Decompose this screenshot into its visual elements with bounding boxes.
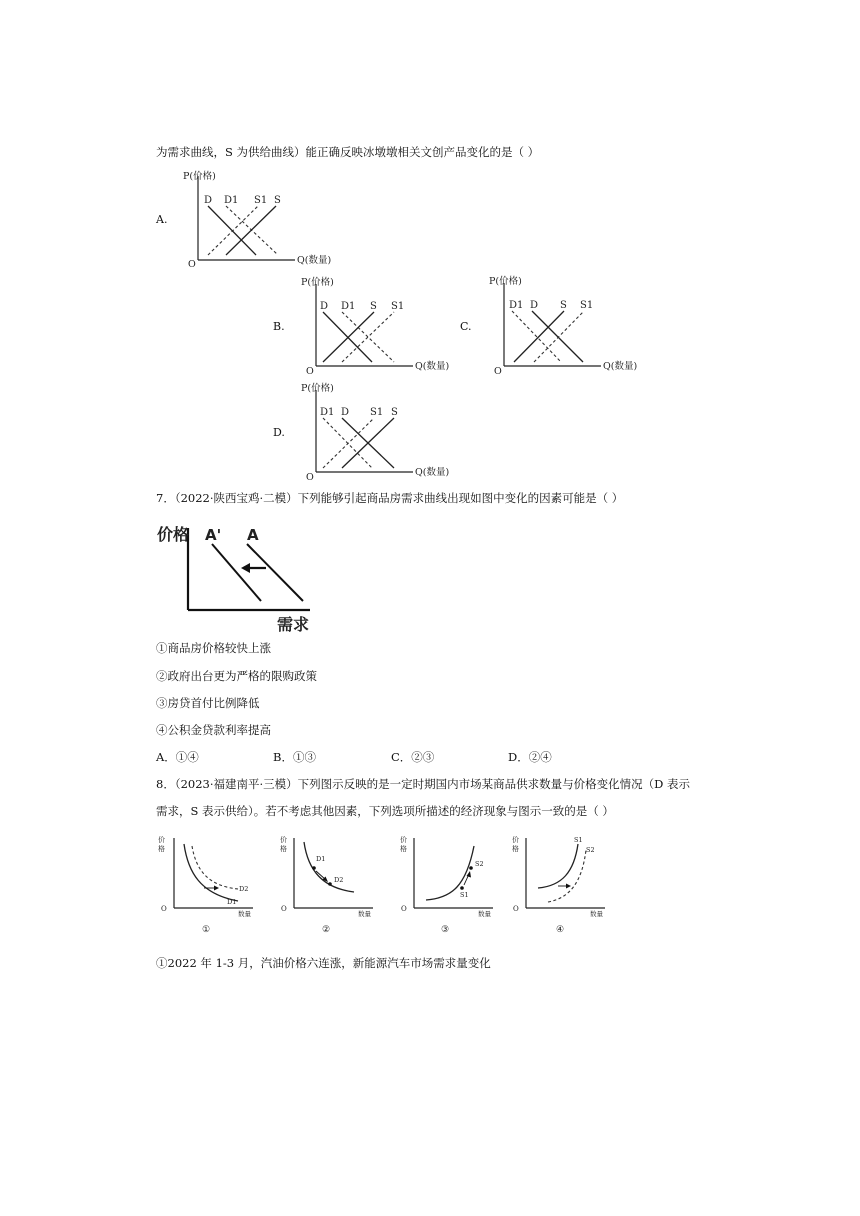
label-s1: S1 xyxy=(391,301,405,312)
label-d: D xyxy=(204,195,213,206)
q6-stem: 为需求曲线，S 为供给曲线）能正确反映冰墩墩相关文创产品变化的是（ ） xyxy=(156,145,540,159)
p-axis-label: P(价格) xyxy=(301,277,334,288)
point-d1 xyxy=(312,866,316,870)
curve-a xyxy=(247,544,303,601)
y-axis-label: 价格 xyxy=(157,525,190,544)
label-d1: D1 xyxy=(509,300,524,311)
label-s1: S1 xyxy=(254,195,268,206)
label-s2: S2 xyxy=(586,846,595,854)
curve-s1 xyxy=(323,418,374,468)
q6-option-d-letter[interactable]: D. xyxy=(273,426,285,439)
q6-graph-c xyxy=(484,273,654,377)
curve-s2 xyxy=(548,850,586,902)
label-s: S xyxy=(274,195,281,206)
q6-graph-d xyxy=(298,382,468,482)
p-axis-label: P(价格) xyxy=(489,276,522,287)
graph-number: ① xyxy=(202,925,211,935)
q7-stem: 7．（2022·陕西宝鸡·二模）下列能够引起商品房需求曲线出现如图中变化的因素可能是（ ） xyxy=(156,491,624,505)
label-d1: D1 xyxy=(341,301,356,312)
label-d1: D1 xyxy=(224,195,239,206)
q-axis-label: Q(数量) xyxy=(415,361,450,372)
label-s1: S1 xyxy=(460,891,469,899)
y-axis-label-top: 价 xyxy=(158,836,165,844)
curve-s1 xyxy=(538,844,578,888)
label-d: D xyxy=(530,300,539,311)
q6-graph-a xyxy=(180,168,350,268)
q6-option-b-letter[interactable]: B. xyxy=(273,320,285,333)
label-s2: S2 xyxy=(475,860,484,868)
label-d1: D1 xyxy=(316,855,326,863)
q7-choice-b[interactable]: B．①③ xyxy=(273,750,316,764)
curve-d1 xyxy=(184,844,238,901)
x-axis-label: 数量 xyxy=(358,910,371,918)
label-s1: S1 xyxy=(370,407,384,418)
p-axis-label: P(价格) xyxy=(301,383,334,394)
x-axis-label: 数量 xyxy=(590,910,603,918)
up-right-arrow-icon xyxy=(467,871,472,878)
x-axis-label: 需求 xyxy=(277,615,310,634)
right-arrow-icon xyxy=(214,886,219,891)
y-axis-label-top: 价 xyxy=(280,836,287,844)
origin-label: O xyxy=(161,905,167,913)
p-axis-label: P(价格) xyxy=(183,171,216,182)
curve-d1 xyxy=(323,418,372,468)
q7-choice-c[interactable]: C．②③ xyxy=(391,750,435,764)
left-arrow-icon xyxy=(241,563,250,573)
label-d: D xyxy=(320,301,329,312)
x-axis-label: 数量 xyxy=(238,910,251,918)
curve-d xyxy=(208,206,256,255)
y-axis-label-bottom: 格 xyxy=(400,845,407,853)
q8-graph-1 xyxy=(158,832,268,937)
label-d1: D1 xyxy=(320,407,335,418)
q7-item-4: ④公积金贷款利率提高 xyxy=(156,723,271,737)
q-axis-label: Q(数量) xyxy=(415,467,450,478)
graph-number: ④ xyxy=(556,925,565,935)
origin-label: O xyxy=(494,366,502,377)
q8-stem-line1: 8．（2023·福建南平·三模）下列图示反映的是一定时期国内市场某商品供求数量与价格变化情况（D 表示 xyxy=(156,777,691,791)
q6-option-a-letter[interactable]: A. xyxy=(156,213,168,226)
q8-graph-2 xyxy=(280,832,390,937)
graph-number: ③ xyxy=(441,925,450,935)
label-d2: D2 xyxy=(239,885,249,893)
origin-label: O xyxy=(306,366,314,377)
label-s1: S1 xyxy=(574,836,583,844)
curve-a-prime xyxy=(212,544,261,601)
q7-item-2: ②政府出台更为严格的限购政策 xyxy=(156,669,317,683)
q7-choice-d[interactable]: D．②④ xyxy=(508,750,552,764)
graph-number: ② xyxy=(322,925,331,935)
point-s1 xyxy=(460,886,464,890)
q7-item-1: ①商品房价格较快上涨 xyxy=(156,641,271,655)
x-axis-label: 数量 xyxy=(478,910,491,918)
origin-label: O xyxy=(306,472,314,483)
label-a: A xyxy=(247,526,259,544)
label-d1: D1 xyxy=(227,898,237,906)
label-d: D xyxy=(341,407,350,418)
label-s: S xyxy=(391,407,398,418)
y-axis-label-bottom: 格 xyxy=(158,845,165,853)
label-s: S xyxy=(560,300,567,311)
origin-label: O xyxy=(281,905,287,913)
q6-graph-b xyxy=(298,276,468,376)
q8-graph-4 xyxy=(512,832,622,937)
q-axis-label: Q(数量) xyxy=(603,361,638,372)
point-d2 xyxy=(328,882,332,886)
q7-choice-a[interactable]: A．①④ xyxy=(156,750,199,764)
q8-graph-3 xyxy=(400,832,510,937)
y-axis-label-bottom: 格 xyxy=(512,845,519,853)
y-axis-label-top: 价 xyxy=(400,836,407,844)
origin-label: O xyxy=(401,905,407,913)
origin-label: O xyxy=(513,905,519,913)
curve-s1 xyxy=(534,311,584,362)
y-axis-label-bottom: 格 xyxy=(280,845,287,853)
origin-label: O xyxy=(188,259,196,270)
q8-item-1: ①2022 年 1-3 月，汽油价格六连涨，新能源汽车市场需求量变化 xyxy=(156,956,491,970)
y-axis-label-top: 价 xyxy=(512,836,519,844)
label-s: S xyxy=(370,301,377,312)
label-s1: S1 xyxy=(580,300,594,311)
label-a-prime: A' xyxy=(205,526,222,544)
q8-stem-line2: 需求，S 表示供给）。若不考虑其他因素，下列选项所描述的经济现象与图示一致的是（ ） xyxy=(156,804,614,818)
label-d2: D2 xyxy=(334,876,344,884)
q7-graph xyxy=(155,518,325,638)
right-arrow-icon xyxy=(566,884,571,889)
q6-option-c-letter[interactable]: C. xyxy=(460,320,472,333)
curve-d1 xyxy=(512,311,561,362)
q7-item-3: ③房贷首付比例降低 xyxy=(156,696,260,710)
point-s2 xyxy=(469,866,473,870)
q-axis-label: Q(数量) xyxy=(297,255,332,266)
curve-d2 xyxy=(192,846,238,889)
